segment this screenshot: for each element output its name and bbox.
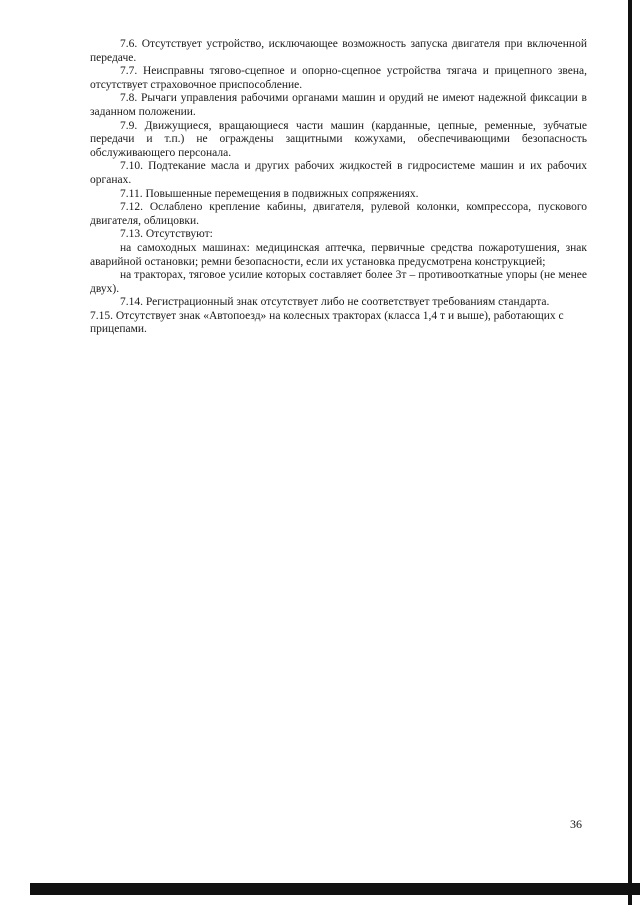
paragraph-7-6: 7.6. Отсутствует устройство, исключающее возможность запуска двигателя при включенной передаче. (90, 38, 587, 64)
paragraph-7-13-tractors: на тракторах, тяговое усилие которых составляет более 3т – противооткатные упоры (не менее двух). (90, 269, 587, 295)
paragraph-7-12: 7.12. Ослаблено крепление кабины, двигателя, рулевой колонки, компрессора, пускового двигателя, облицовки. (90, 201, 587, 227)
paragraph-7-8: 7.8. Рычаги управления рабочими органами машин и орудий не имеют надежной фиксации в заданном положении. (90, 92, 587, 118)
paragraph-7-13-self-propelled: на самоходных машинах: медицинская аптечка, первичные средства пожаротушения, знак аварийной остановки; ремни безопасности, если их установка предусмотрена конструкцией; (90, 241, 587, 268)
page-number: 36 (570, 817, 582, 831)
scan-edge-right (628, 0, 632, 905)
paragraph-7-10: 7.10. Подтекание масла и других рабочих жидкостей в гидросистеме машин и их рабочих органах. (90, 160, 587, 186)
paragraph-7-11: 7.11. Повышенные перемещения в подвижных сопряжениях. (120, 187, 419, 200)
paragraph-7-9: 7.9. Движущиеся, вращающиеся части машин (карданные, цепные, ременные, зубчатые передачи и т.п.) не ограждены защитными кожухами, обеспечивающими безопасность обслуживающего персонала. (90, 119, 587, 159)
paragraph-7-13: 7.13. Отсутствуют: (120, 228, 213, 241)
document-body (90, 38, 587, 337)
paragraph-7-7: 7.7. Неисправны тягово-сцепное и опорно-сцепное устройства тягача и прицепного звена, отсутствует страховочное приспособление. (90, 65, 587, 91)
paragraph-7-15: 7.15. Отсутствует знак «Автопоезд» на колесных тракторах (класса 1,4 т и выше), работающих с прицепами. (90, 309, 564, 336)
paragraph-7-14: 7.14. Регистрационный знак отсутствует либо не соответствует требованиям стандарта. (120, 296, 550, 309)
scan-edge-bottom (30, 883, 640, 895)
